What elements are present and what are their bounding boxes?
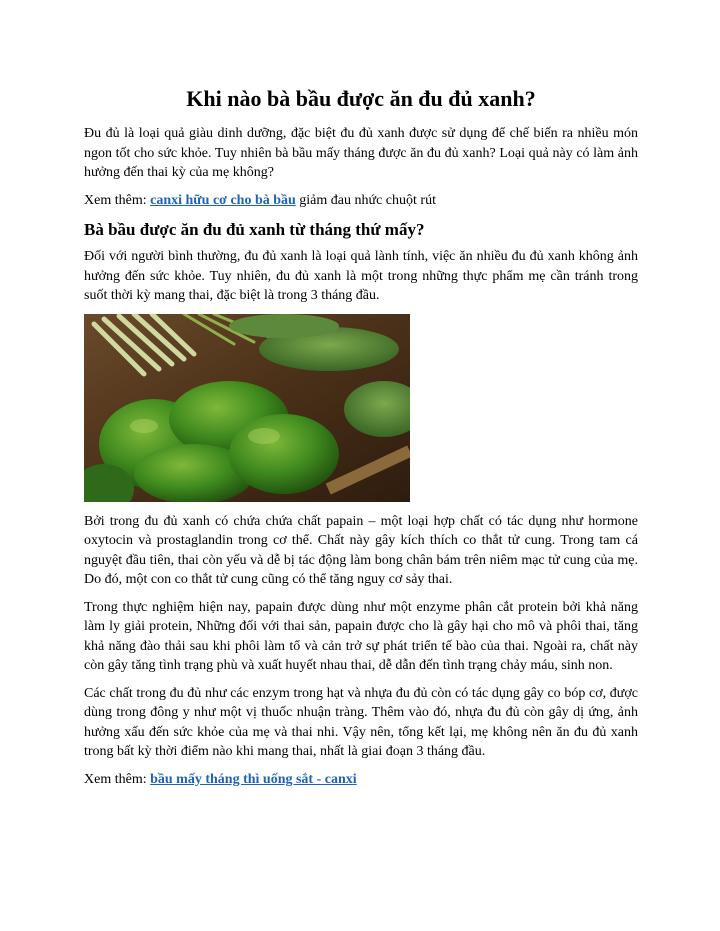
paragraph-2: Bởi trong đu đủ xanh có chứa chứa chất papain – một loại hợp chất có tác dụng như hormone oxytocin và prostaglandin trong cơ thể. Chất này gây kích thích co thắt tử cung. Trong tam cá nguyệt đầu tiên, thai còn yếu và dễ bị tác động làm bong chân bám trên niêm mạc tử cung của mẹ. Do đó, một con co thắt tử cung cũng có thể tăng nguy cơ sảy thai.	[84, 513, 638, 587]
see-more-prefix: Xem thêm:	[84, 192, 151, 208]
paragraph-1: Đối với người bình thường, đu đủ xanh là loại quả lành tính, việc ăn nhiều đu đủ xanh không ảnh hưởng đến sức khỏe. Tuy nhiên, đu đủ xanh là một trong những thực phẩm mẹ cần tránh trong suốt thời kỳ mang thai, đặc biệt là trong 3 tháng đầu.	[84, 249, 638, 303]
paragraph-4: Các chất trong đu đủ như các enzym trong hạt và nhựa đu đủ còn có tác dụng gây co bóp cơ, được dùng trong đông y như một vị thuốc nhuận tràng. Thêm vào đó, nhựa đu đủ còn gây dị ứng, ảnh hưởng xấu đến sức khỏe của mẹ và thai nhi. Vậy nên, tổng kết lại, mẹ không nên ăn đu đủ xanh trong bất kỳ thời điểm nào khi mang thai, nhất là giai đoạn 3 tháng đầu.	[84, 685, 638, 759]
link-canxi-huu-co[interactable]: canxi hữu cơ cho bà bầu	[150, 192, 296, 208]
document-page	[84, 84, 638, 797]
see-more-line-1	[84, 191, 638, 211]
paragraph-3: Trong thực nghiệm hiện nay, papain được dùng như một enzyme phân cắt protein bởi khả năng làm ly giải protein, Những đối với thai sản, papain được cho là gây hại cho mô và phôi thai, tăng khả năng đào thải sau khi phôi làm tổ và cản trở sự phát triển tế bào của thai. Ngoài ra, chất này còn gây tăng tình trạng phù và xuất huyết nhau thai, dễ dẫn đến tình trạng chảy máu, sinh non.	[84, 599, 638, 673]
page-title: Khi nào bà bầu được ăn đu đủ xanh?	[186, 86, 536, 111]
green-papaya-photo	[84, 314, 410, 502]
section-heading: Bà bầu được ăn đu đủ xanh từ tháng thứ mấy?	[84, 220, 425, 239]
see-more-suffix: giảm đau nhức chuột rút	[295, 192, 436, 208]
see-more-line-2	[84, 770, 638, 790]
see-more-prefix-2: Xem thêm:	[84, 771, 151, 787]
link-bau-may-thang[interactable]: bầu mấy tháng thì uống sắt - canxi	[150, 771, 357, 787]
intro-paragraph: Đu đủ là loại quả giàu dinh dưỡng, đặc biệt đu đủ xanh được sử dụng để chế biến ra nhiều món ngon tốt cho sức khỏe. Tuy nhiên bà bầu mấy tháng được ăn đu đủ xanh? Loại quả này có làm ảnh hưởng đến thai kỳ của mẹ không?	[84, 126, 638, 180]
